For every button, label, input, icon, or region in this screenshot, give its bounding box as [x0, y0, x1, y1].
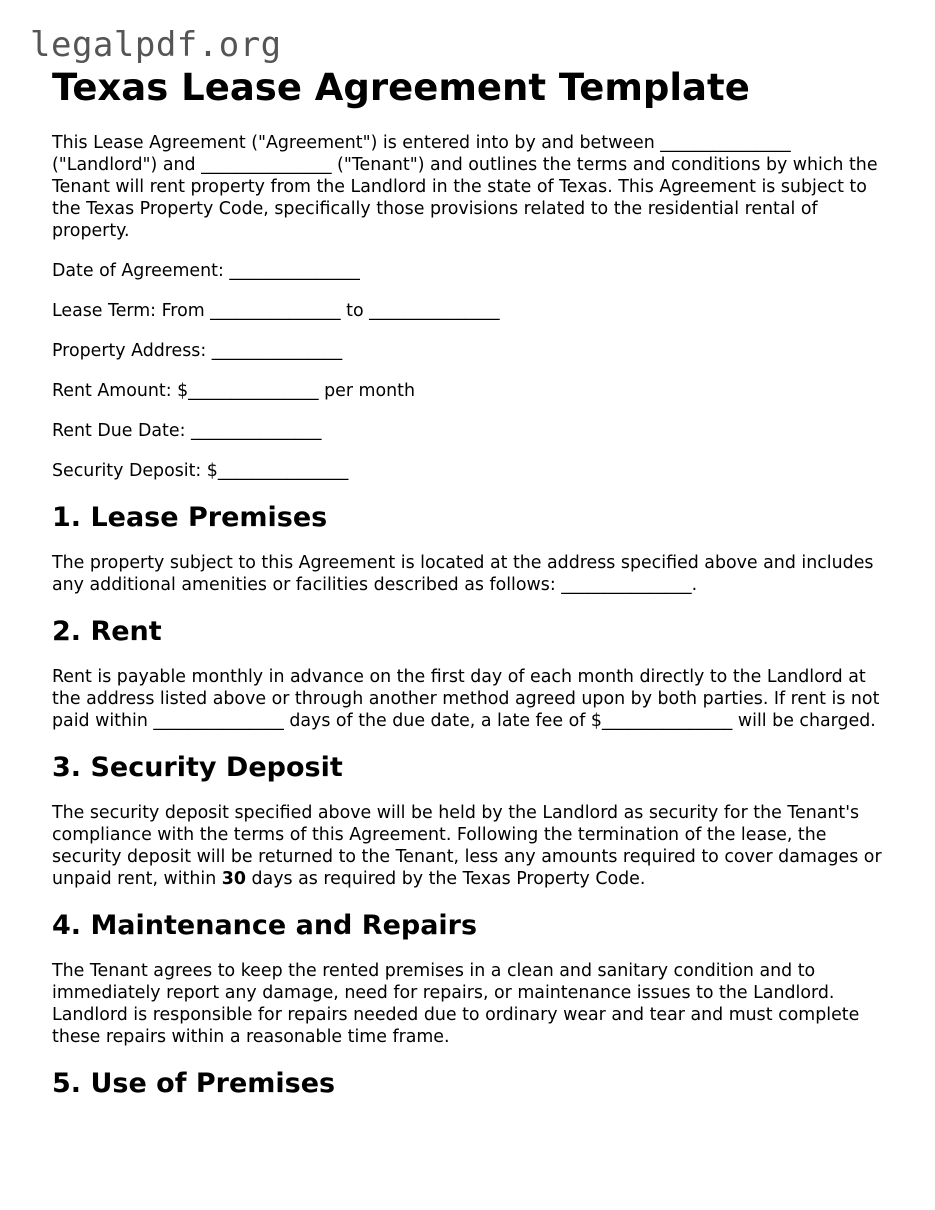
watermark-logo: legalpdf.org — [30, 25, 282, 65]
date-of-agreement-field: Date of Agreement: _______________ — [52, 261, 360, 281]
security-deposit-text-after: days as required by the Texas Property Code. — [245, 869, 646, 889]
section-body-lease-premises: The property subject to this Agreement is located at the address specified above and includes any additional amenities or facilities described as follows: _______________. — [52, 553, 874, 595]
security-deposit-field: Security Deposit: $_______________ — [52, 461, 349, 481]
rent-due-date-field: Rent Due Date: _______________ — [52, 421, 322, 441]
section-body-rent: Rent is payable monthly in advance on the first day of each month directly to the Landlord at the address listed above or through another method agreed upon by both parties. If rent is not paid within _______________ days of the due date, a late fee of $_______________ will be charged. — [52, 667, 880, 731]
intro-paragraph: This Lease Agreement ("Agreement") is entered into by and between _______________ ("Landlord") and _______________ ("Tenant") and outlines the terms and conditions by which the Tenant will rent property from the Landlord in the state of Texas. This Agreement is subject to the Texas Property Code, specifically those provisions related to the residential rental of property. — [52, 133, 878, 241]
section-heading-rent: 2. Rent — [52, 616, 162, 647]
lease-term-field: Lease Term: From _______________ to _______________ — [52, 301, 500, 321]
section-heading-security-deposit: 3. Security Deposit — [52, 752, 343, 783]
section-heading-use-of-premises: 5. Use of Premises — [52, 1068, 336, 1099]
section-heading-maintenance-repairs: 4. Maintenance and Repairs — [52, 910, 478, 941]
document-page — [52, 62, 892, 1118]
rent-amount-field: Rent Amount: $_______________ per month — [52, 381, 415, 401]
section-body-maintenance-repairs: The Tenant agrees to keep the rented premises in a clean and sanitary condition and to immediately report any damage, need for repairs, or maintenance issues to the Landlord. Landlord is responsible for repairs needed due to ordinary wear and tear and must complete these repairs within a reasonable time frame. — [52, 961, 860, 1047]
security-deposit-text-before: The security deposit specified above will be held by the Landlord as security for the Tenant's compliance with the terms of this Agreement. Following the termination of the lease, the security deposit will be returned to the Tenant, less any amounts required to cover damages or unpaid rent, within — [52, 803, 882, 889]
property-address-field: Property Address: _______________ — [52, 341, 343, 361]
section-heading-lease-premises: 1. Lease Premises — [52, 502, 328, 533]
document-title: Texas Lease Agreement Template — [52, 66, 750, 109]
return-days-value: 30 — [221, 869, 246, 889]
section-body-security-deposit — [52, 802, 892, 890]
